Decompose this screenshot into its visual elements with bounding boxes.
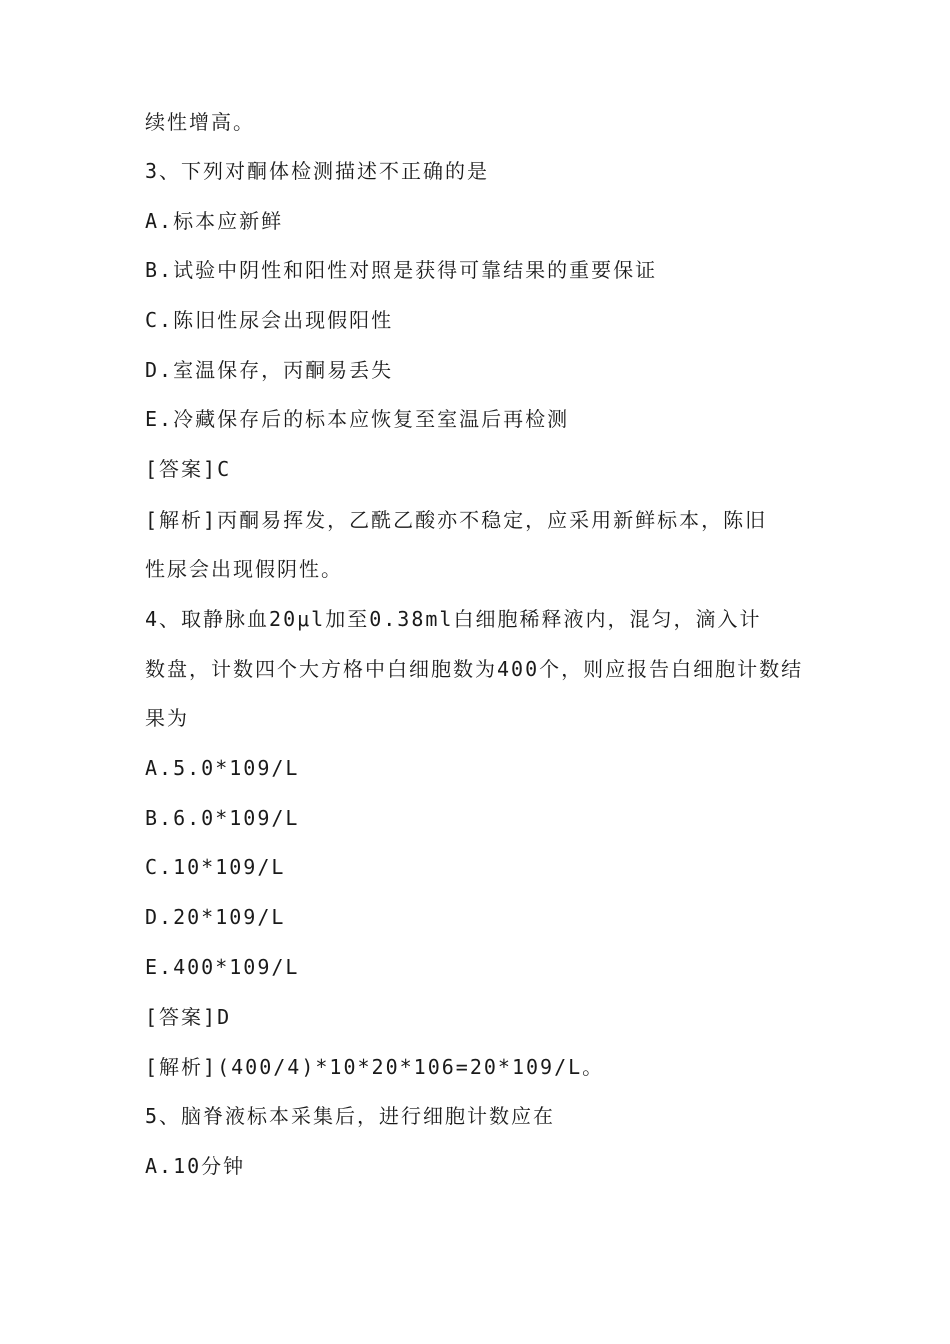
question-3-option-b: B.试验中阴性和阳性对照是获得可靠结果的重要保证 [145, 258, 658, 282]
question-5-option-a: A.10分钟 [145, 1154, 246, 1178]
question-4-option-a: A.5.0*109/L [145, 756, 300, 780]
question-5-stem: 5、脑脊液标本采集后，进行细胞计数应在 [145, 1104, 556, 1128]
question-4-option-e: E.400*109/L [145, 955, 300, 979]
question-4-option-c: C.10*109/L [145, 855, 286, 879]
question-3-explanation-cont: 性尿会出现假阴性。 [145, 557, 343, 581]
question-4-stem-end: 果为 [145, 706, 189, 730]
question-4-option-d: D.20*109/L [145, 905, 286, 929]
question-3-option-e: E.冷藏保存后的标本应恢复至室温后再检测 [145, 407, 570, 431]
question-3-option-c: C.陈旧性尿会出现假阳性 [145, 308, 394, 332]
question-3-option-a: A.标本应新鲜 [145, 209, 284, 233]
question-4-stem: 4、取静脉血20μl加至0.38ml白细胞稀释液内，混匀，滴入计 [145, 607, 762, 631]
question-3-explanation: [解析]丙酮易挥发，乙酰乙酸亦不稳定，应采用新鲜标本，陈旧 [145, 508, 768, 532]
question-4-option-b: B.6.0*109/L [145, 806, 300, 830]
question-3-option-d: D.室温保存，丙酮易丢失 [145, 358, 394, 382]
question-3-answer: [答案]C [145, 457, 232, 481]
question-4-explanation: [解析](400/4)*10*20*106=20*109/L。 [145, 1055, 605, 1079]
question-4-stem-cont: 数盘，计数四个大方格中白细胞数为400个，则应报告白细胞计数结 [145, 657, 804, 681]
text-line-continuation: 续性增高。 [145, 110, 255, 134]
question-4-answer: [答案]D [145, 1005, 232, 1029]
question-3-stem: 3、下列对酮体检测描述不正确的是 [145, 159, 490, 183]
